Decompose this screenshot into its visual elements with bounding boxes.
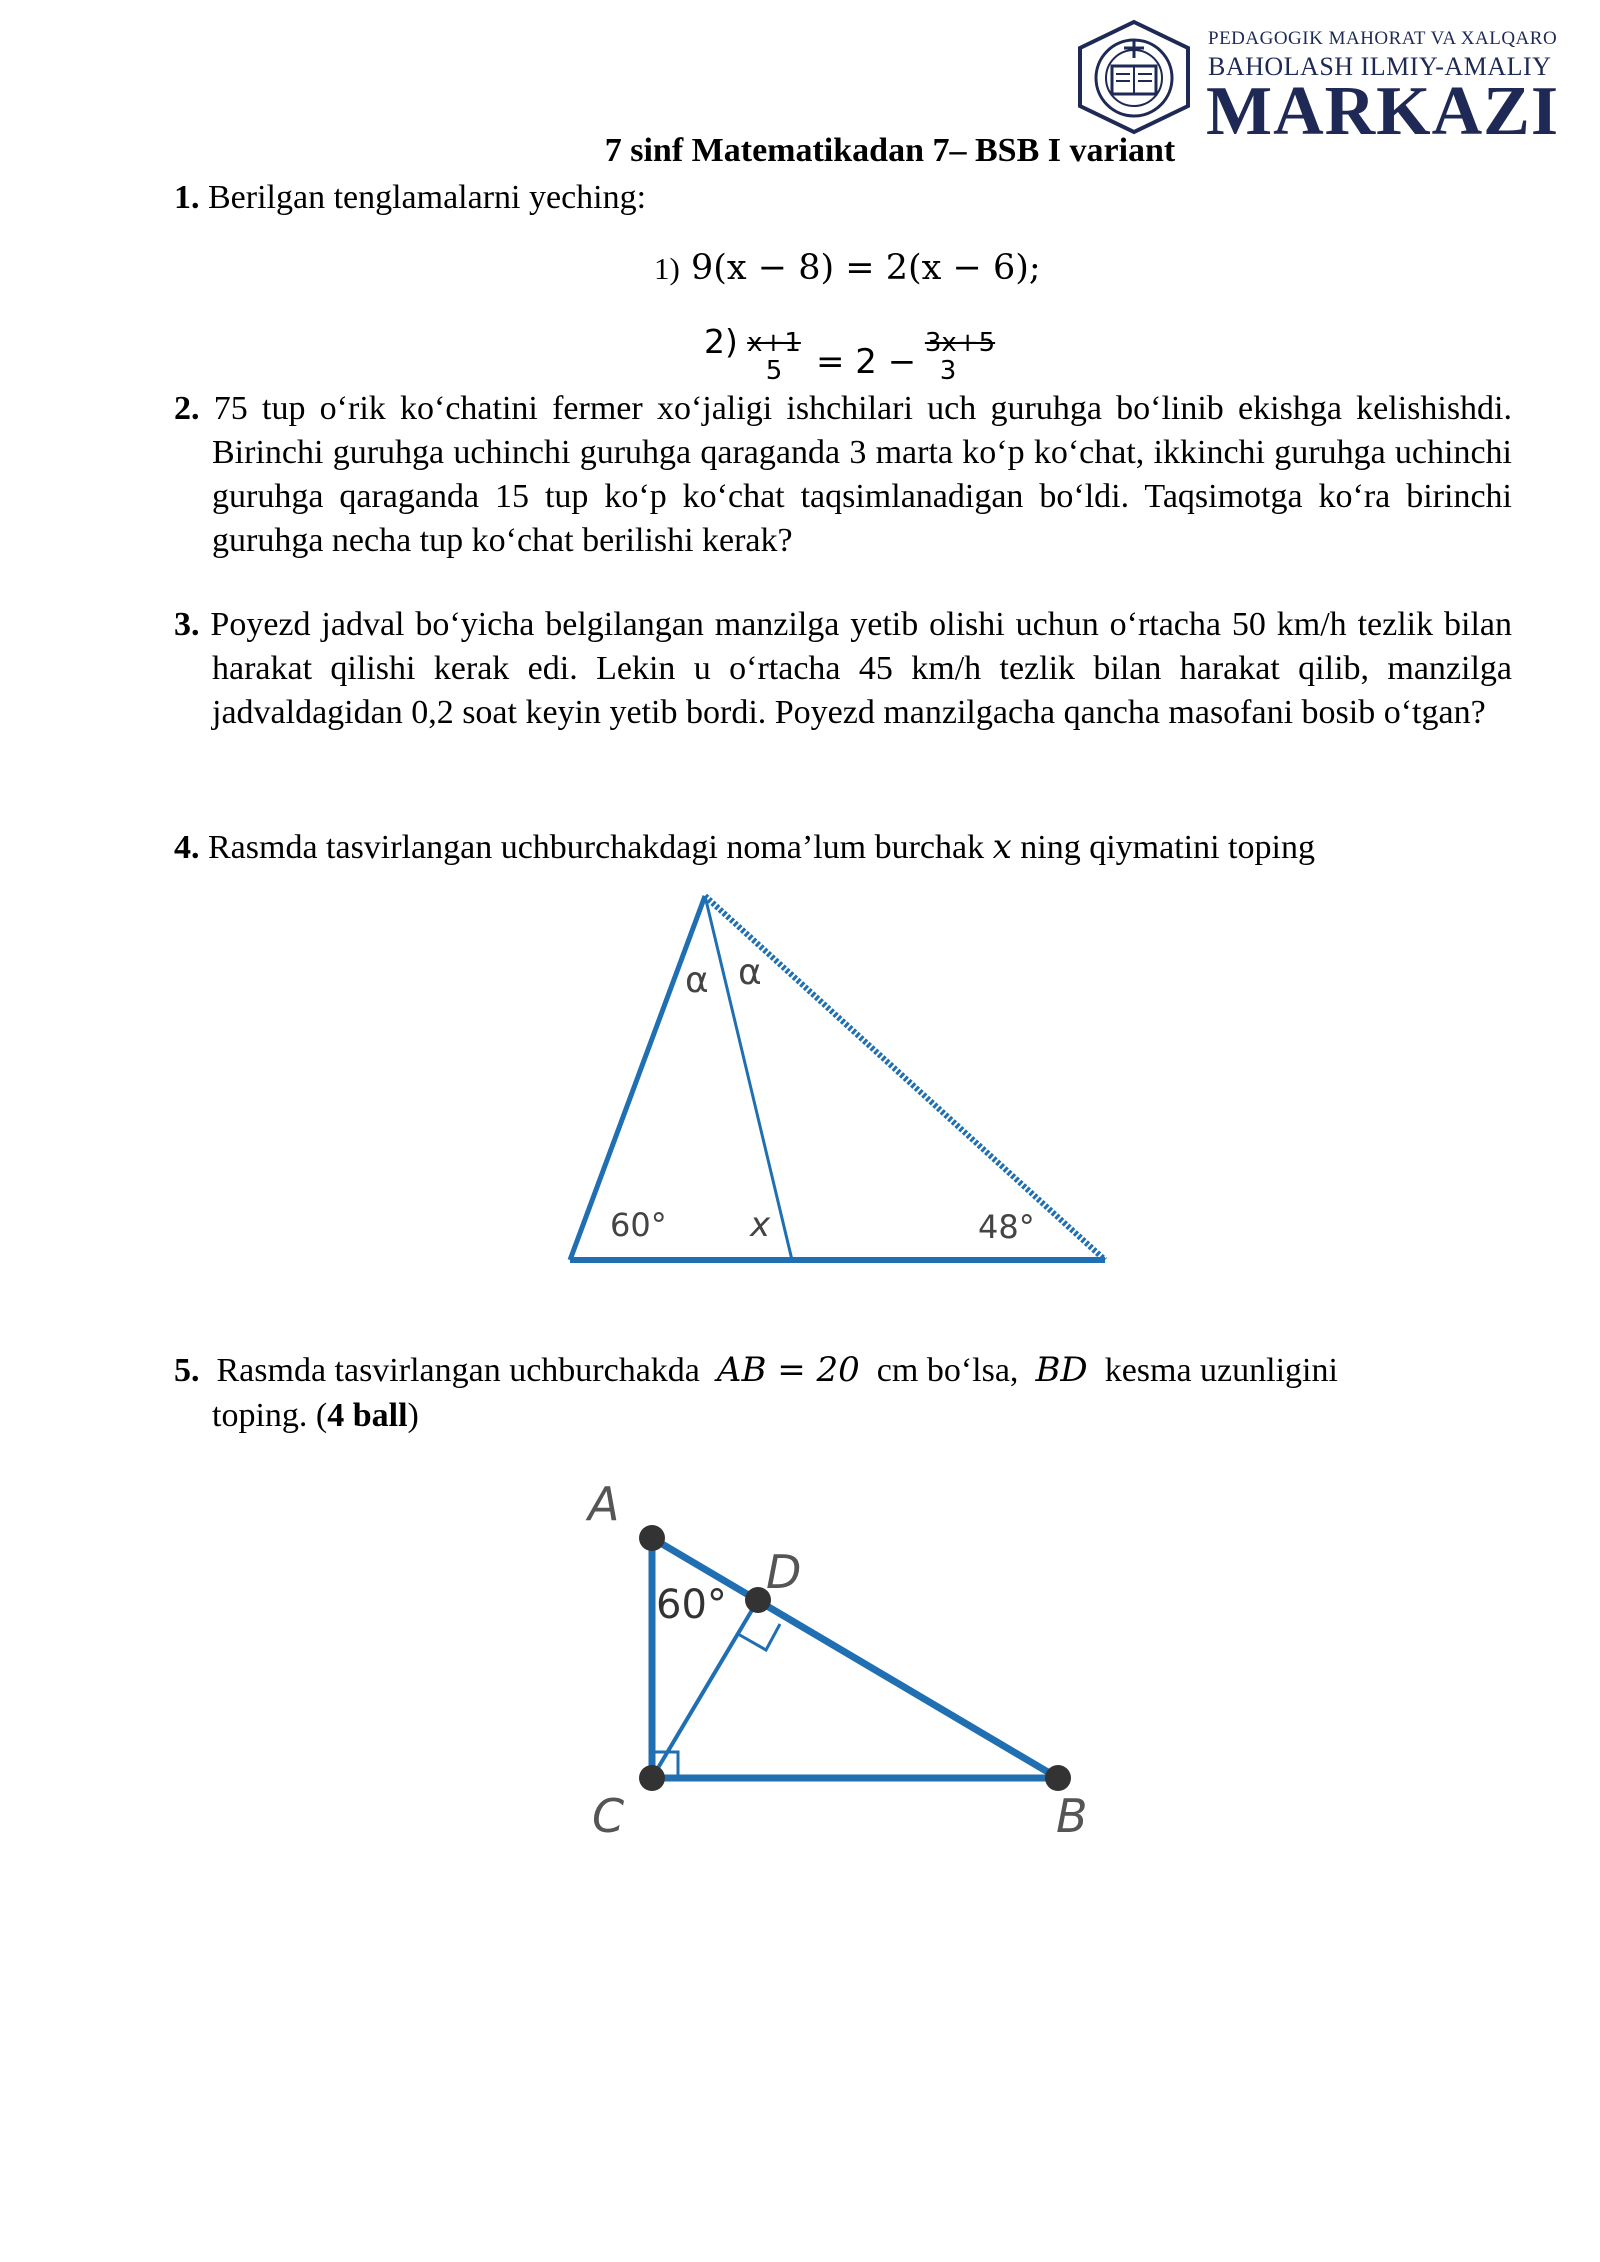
fraction-numerator-2: 3x+5 [924, 328, 996, 358]
question-5 [174, 1348, 1512, 1393]
formula-ab: AB = 20 [716, 1350, 860, 1390]
question-text-end: kesma uzunligini [1104, 1352, 1338, 1389]
equation-1 [654, 248, 1041, 288]
logo-line-3: MARKAZI [1206, 73, 1560, 150]
variable-x: x [992, 827, 1012, 867]
question-text: Rasmda tasvirlangan uchburchakda [216, 1352, 700, 1389]
logo-line-2: BAHOLASH ILMIY-AMALIY [1208, 52, 1552, 81]
question-text-end: ) [407, 1397, 419, 1434]
label-a: A [588, 1477, 620, 1531]
fraction-denominator-2: 3 [939, 356, 957, 386]
question-5-line-2 [212, 1394, 1550, 1438]
question-number: 1. [174, 179, 200, 216]
question-number: 4. [174, 829, 200, 866]
page-title [0, 132, 1600, 170]
figure-triangle-1 [560, 880, 1120, 1270]
figure-triangle-2 [570, 1470, 1110, 1850]
question-text-mid: cm bo‘lsa, [876, 1352, 1019, 1389]
fraction-numerator: x+1 [747, 328, 801, 358]
question-text-end: ning qiymatini toping [1020, 829, 1315, 866]
question-text: 75 tup o‘rik ko‘chatini fermer xo‘jaligi ishchilari uch guruhga bo‘linib ekishga kelishishdi. Birinchi guruhga uchinchi guruhga qaraganda 3 marta ko‘p ko‘chat, ikkinchi guruhga uchinchi guruhga qaraganda 15 tup ko‘p ko‘chat taqsimlanadigan bo‘ldi. Taqsimotga ko‘ra birinchi guruhga necha tup ko‘chat berilishi kerak? [212, 390, 1512, 559]
page-title-text: 7 sinf Matematikadan 7– BSB I variant [604, 132, 1176, 169]
angle-alpha-1: α [685, 960, 709, 1001]
emblem-icon [1068, 18, 1200, 136]
question-3 [174, 603, 1512, 735]
angle-alpha-2: α [738, 952, 762, 993]
label-b: B [1056, 1789, 1088, 1843]
label-c: C [592, 1789, 625, 1843]
question-number: 2. [174, 390, 200, 427]
point-c [639, 1765, 665, 1791]
question-number: 5. [174, 1352, 200, 1389]
question-1 [174, 176, 1512, 220]
side-ab [652, 1538, 1058, 1778]
question-text: Poyezd jadval bo‘yicha belgilangan manzilga yetib olishi uchun o‘rtacha 50 km/h tezlik bilan harakat qilishi kerak edi. Lekin u o‘rtacha 45 km/h tezlik bilan harakat qilib, manzilga jadvaldagidan 0,2 soat keyin yetib bordi. Poyezd manzilgacha qancha masofani bosib o‘tgan? [210, 606, 1512, 731]
equation-middle: = 2 − [816, 342, 917, 382]
formula-bd: BD [1035, 1350, 1088, 1390]
point-a [639, 1525, 665, 1551]
logo-line-1: PEDAGOGIK MAHORAT VA XALQARO [1208, 28, 1558, 49]
equation-text: 9(x − 8) = 2(x − 6); [690, 248, 1041, 288]
equation-label: 1) [654, 251, 680, 286]
point-b [1045, 1765, 1071, 1791]
question-2 [174, 387, 1512, 563]
question-text: toping. ( [212, 1397, 328, 1434]
question-4 [174, 825, 1512, 870]
label-d: D [766, 1545, 802, 1599]
question-number: 3. [174, 606, 200, 643]
fraction-denominator: 5 [765, 356, 783, 386]
right-angle-d [738, 1624, 780, 1650]
question-text: Berilgan tenglamalarni yeching: [208, 179, 647, 216]
equation-label: 2) [704, 322, 738, 361]
angle-60: 60° [610, 1206, 667, 1244]
question-text: Rasmda tasvirlangan uchburchakdagi noma’lum burchak [208, 829, 985, 866]
equation-2 [700, 322, 1040, 392]
angle-60-label: 60° [656, 1582, 727, 1628]
center-logo [1068, 18, 1568, 150]
angle-48: 48° [978, 1208, 1035, 1246]
angle-x: x [750, 1205, 771, 1245]
bisector-line [705, 896, 792, 1260]
points-label: 4 ball [327, 1397, 408, 1434]
